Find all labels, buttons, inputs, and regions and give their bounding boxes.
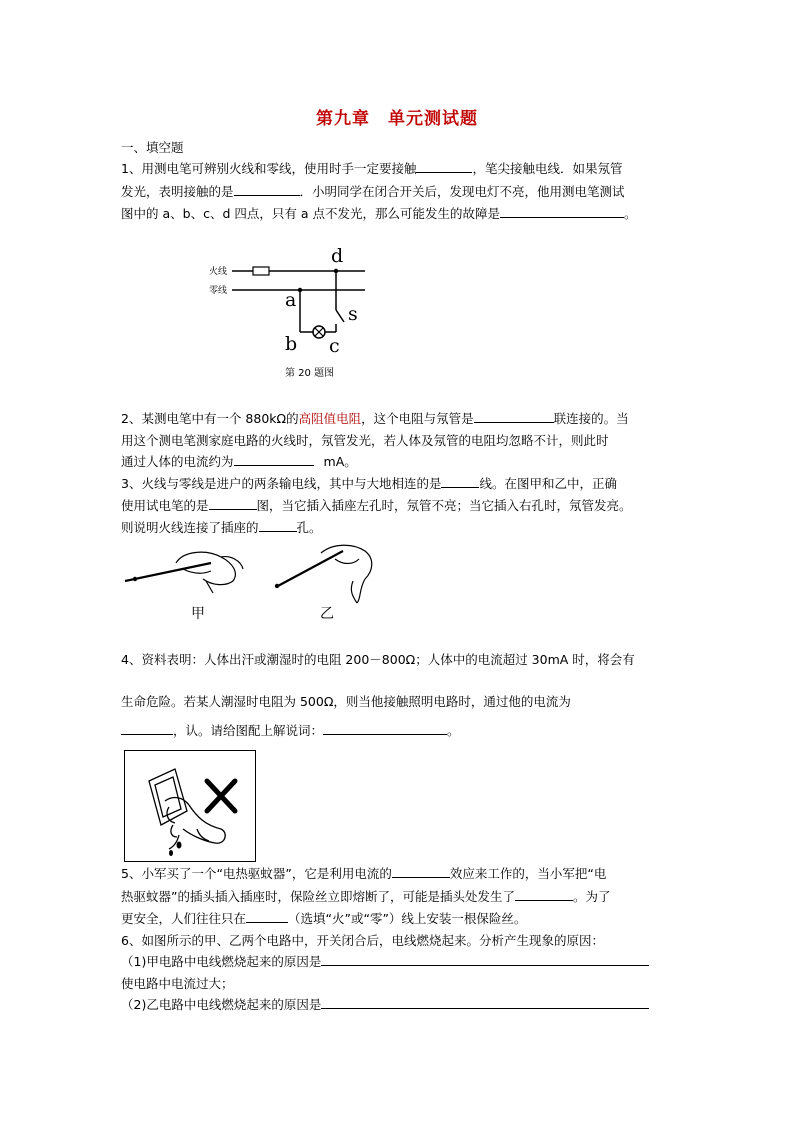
wet-hand-figure [124, 750, 256, 862]
q6-line3: 使电路中电流过大； [121, 976, 234, 991]
figure-caption: 第 20 题图 [285, 368, 335, 379]
point-a-label: a [285, 289, 297, 311]
figure-yi-label: 乙 [320, 606, 334, 622]
q1-line1: 1、用测电笔可辨别火线和零线，使用时手一定要接触 ，笔尖接触电线．如果氖管 [121, 161, 623, 176]
q3-blank3[interactable] [259, 518, 297, 532]
point-d-label: d [331, 245, 344, 267]
q6-blank1[interactable] [321, 952, 649, 966]
figure-jia-label: 甲 [191, 606, 205, 622]
circuit-figure [205, 240, 375, 380]
forbidden-x-icon [207, 781, 235, 811]
q2-line3: 通过人体的电流约为 mA。 [121, 454, 357, 469]
q6-line4: （2)乙电路中电线燃烧起来的原因是 [121, 995, 649, 1015]
q3-blank2[interactable] [209, 496, 257, 510]
fuse-icon [253, 267, 269, 275]
q4-line2: 生命危险。若某人潮湿时电阻为 500Ω，则当他接触照明电路时，通过他的电流为 [121, 694, 571, 709]
q4-blank2[interactable] [323, 721, 447, 735]
q6-blank2[interactable] [321, 995, 649, 1009]
wet-hand-icon [165, 798, 225, 849]
point-c-label: c [329, 335, 340, 357]
q3-line1: 3、火线与零线是进户的两条输电线，其中与大地相连的是 线。在图甲和乙中，正确 [121, 476, 617, 491]
q1-line3: 图中的 a、b、c、d 四点，只有 a 点不发光，那么可能发生的故障是 。 [121, 206, 637, 221]
q5-line2: 热驱蚊器”的插头插入插座时，保险丝立即熔断了，可能是插头处发生了 。为了 [121, 889, 611, 904]
hand-jia-icon [125, 552, 243, 593]
tester-drawing [121, 541, 381, 631]
live-wire-label: 火线 [209, 267, 228, 277]
q2-line2: 用这个测电笔测家庭电路的火线时，氖管发光，若人体及氖管的电阻均忽略不计，则此时 [121, 433, 609, 448]
q2-blank2[interactable] [234, 452, 314, 466]
q2-blank1[interactable] [474, 409, 554, 423]
q5-blank1[interactable] [392, 864, 450, 878]
hand-yi-icon [275, 545, 371, 603]
wet-hand-drawing [125, 751, 255, 861]
q1-blank1[interactable] [416, 159, 472, 173]
q2-line1: 2、某测电笔中有一个 880kΩ的高阻值电阻，这个电阻与氖管是 联连接的。当 [121, 411, 629, 426]
q6-line1: 6、如图所示的甲、乙两个电路中，开关闭合后，电线燃烧起来。分析产生现象的原因： [121, 933, 604, 948]
switch-icon [336, 310, 344, 322]
q5-blank2[interactable] [515, 887, 573, 901]
q3-line3: 则说明火线连接了插座的 孔。 [121, 520, 322, 535]
tester-figures [121, 541, 381, 631]
q3-blank1[interactable] [441, 474, 479, 488]
page-title: 第九章 单元测试题 [316, 109, 478, 129]
q5-line1: 5、小军买了一个“电热驱蚊器”，它是利用电流的 效应来工作的，当小军把“电 [121, 866, 607, 881]
q1-line2: 发光，表明接触的是 ．小明同学在闭合开关后，发现电灯不亮，他用测电笔测试 [121, 184, 625, 199]
switch-s-label: s [348, 303, 358, 325]
q6-line2: （1)甲电路中电线燃烧起来的原因是 [121, 952, 649, 972]
point-b-label: b [285, 333, 298, 355]
circuit-diagram [205, 240, 375, 360]
q5-line3: 更安全，人们往往只在 （选填“火”或“零”）线上安装一根保险丝。 [121, 911, 527, 926]
q4-line1: 4、资料表明：人体出汗或潮湿时的电阻 200－800Ω；人体中的电流超过 30mA 时，将会有 [121, 652, 635, 667]
q1-blank3[interactable] [500, 204, 624, 218]
q3-line2: 使用试电笔的是 图，当它插入插座左孔时，氖管不亮；当它插入右孔时，氖管发亮。 [121, 498, 632, 513]
q5-blank3[interactable] [246, 909, 288, 923]
q1-blank2[interactable] [234, 182, 300, 196]
section-heading: 一、填空题 [121, 140, 184, 155]
q4-blank1[interactable] [121, 721, 173, 735]
neutral-wire-label: 零线 [209, 286, 228, 296]
q4-line3: ，认。请给图配上解说词： 。 [121, 721, 460, 741]
